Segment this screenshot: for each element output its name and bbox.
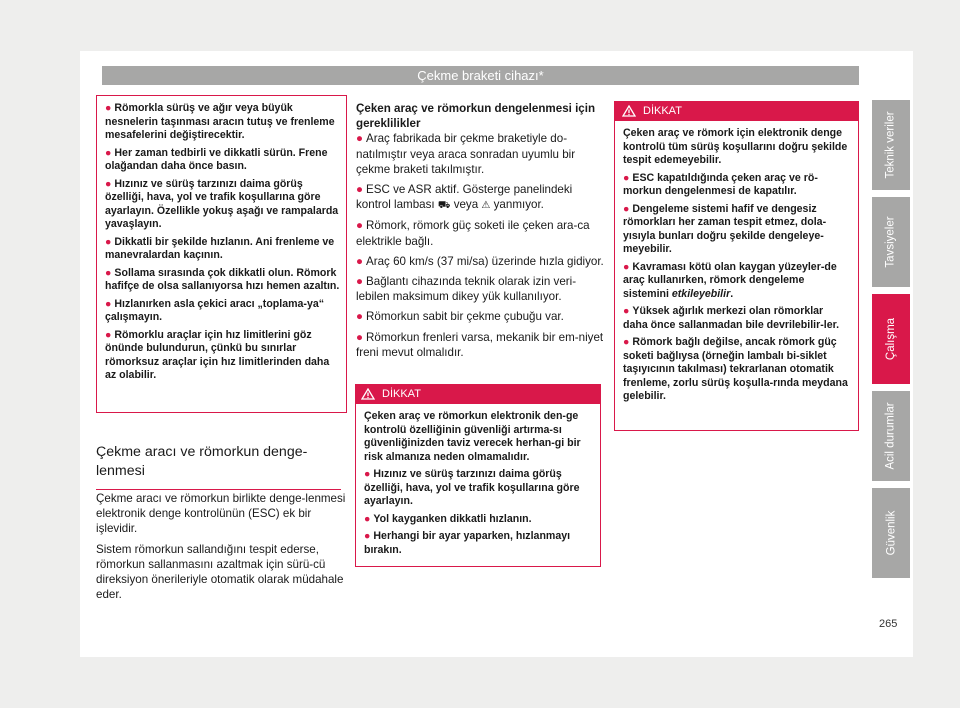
bullet-icon: ● xyxy=(356,330,364,344)
tab-guvenlik[interactable]: Güvenlik xyxy=(872,488,910,578)
tab-calisma[interactable]: Çalışma xyxy=(872,294,910,384)
list-item: ● Yüksek ağırlık merkezi olan römorklar daha önce sallanmadan bile devrilebilir-ler. xyxy=(623,305,840,331)
trailer-warning-lamp-icon: ⛟ xyxy=(437,200,451,212)
list-item: ● Araç fabrikada bir çekme braketiyle do-natılmıştır veya araca sonradan uyumlu bir çekme braketi takılmıştır. xyxy=(356,132,576,176)
list-item: ● Römorkun frenleri varsa, mekanik bir em-niyet freni mevut olmalıdır. xyxy=(356,330,604,359)
warning-header xyxy=(355,384,601,404)
bullet-icon: ● xyxy=(364,512,371,525)
list-item: ● Dikkatli bir şekilde hızlanın. Ani frenleme ve manevralardan kaçının. xyxy=(105,235,335,261)
bullet-icon: ● xyxy=(356,183,364,197)
list-item: ● Bağlantı cihazında teknik olarak izin veri-lebilen maksimum dikey yük kullanılıyor. xyxy=(356,275,577,304)
warning-header xyxy=(614,101,859,121)
warning-box-right xyxy=(614,101,859,431)
bullet-icon: ● xyxy=(356,132,364,146)
bullet-icon: ● xyxy=(623,260,630,273)
list-item: ● Römorklu araçlar için hız limitlerini göz önünde bulundurun, çünkü bu sınırlar römorksuz araçlar için hız limitlerinden daha az olabilir. xyxy=(105,328,330,381)
list-item: ● Römork bağlı değilse, ancak römork güç soketi bağlıysa (örneğin lambalı bi-siklet taşıyıcının takılması) tekrarlanan otomatik frenleme, zorlu sürüş koşulla-rında meydana gelebilir. xyxy=(623,336,848,402)
warning-intro: Çeken araç ve römork için elektronik denge kontrolü tüm sürüş koşullarını doğru şekilde tespit edemeyebilir. xyxy=(623,127,848,166)
warning-label: DİKKAT xyxy=(382,388,421,400)
warning-box-middle xyxy=(355,384,601,567)
list-item: ● Herhangi bir ayar yaparken, hızlanmayı bırakın. xyxy=(364,530,571,556)
warning-triangle-icon xyxy=(361,388,375,400)
tab-teknik-veriler[interactable]: Teknik veriler xyxy=(872,100,910,190)
requirements-heading: Çeken araç ve römorkun dengelenmesi için gereklilikler xyxy=(356,102,596,131)
page-header: Çekme braketi cihazı* xyxy=(102,66,859,85)
section-body xyxy=(96,491,348,607)
tab-tavsiyeler[interactable]: Tavsiyeler xyxy=(872,197,910,287)
bullet-icon: ● xyxy=(105,102,112,114)
tab-acil-durumlar[interactable]: Acil durumlar xyxy=(872,391,910,481)
paragraph: Çekme aracı ve römorkun birlikte denge-lenmesi elektronik denge kontrolünün (ESC) ek bir işlevidir. xyxy=(96,492,346,536)
list-item: ● Sollama sırasında çok dikkatli olun. Römork hafifçe de olsa sallanıyorsa hızı hemen azaltın. xyxy=(105,266,340,292)
bullet-icon: ● xyxy=(105,235,112,248)
list-item: ● Römorkun sabit bir çekme çubuğu var. xyxy=(356,310,564,324)
bullet-icon: ● xyxy=(623,202,630,215)
bullet-icon: ● xyxy=(623,305,630,317)
list-item: ● Römorkla sürüş ve ağır veya büyük nesnelerin taşınması aracın tutuş ve frenleme mesafelerini değiştirecektir. xyxy=(105,102,335,141)
list-item: ● ESC kapatıldığında çeken araç ve rö-morkun dengelenmesi de kapatılır. xyxy=(623,171,818,197)
list-item: ● Dengeleme sistemi hafif ve dengesiz römorkları her zaman tespit etmez, dola-yısıyla bunları doğru şekilde dengeleye-meyebilir. xyxy=(623,202,827,255)
list-item: ● Kavraması kötü olan kaygan yüzeyler-de araç kullanırken, römork dengeleme sistemini etkileyebilir. xyxy=(623,260,837,300)
esc-warning-lamp-icon: ⚠ xyxy=(481,200,491,212)
bullet-icon: ● xyxy=(364,530,371,542)
bullet-icon: ● xyxy=(105,328,112,341)
bullet-icon: ● xyxy=(105,146,112,159)
warning-intro: Çeken araç ve römorkun elektronik den-ge kontrolü özelliğinin güvenliği artırma-sı güvenliğinizden taviz verecek herhan-gi bir risk almanıza neden olmamalıdır. xyxy=(364,410,581,463)
bullet-icon: ● xyxy=(105,177,112,190)
bullet-icon: ● xyxy=(356,275,364,289)
bullet-icon: ● xyxy=(105,266,112,279)
bullet-icon: ● xyxy=(364,468,371,480)
bullet-icon: ● xyxy=(623,336,630,348)
warning-box-left xyxy=(96,95,347,413)
paragraph: Sistem römorkun sallandığını tespit ederse, römorkun sallanmasını azaltmak için sürü-cü direksiyon önerileriyle otomatik olarak müdahale eder. xyxy=(96,542,344,602)
list-item: ● Her zaman tedbirli ve dikkatli sürün. Frene olağandan daha önce basın. xyxy=(105,146,328,172)
list-item: ● Yol kayganken dikkatli hızlanın. xyxy=(364,512,532,525)
warning-triangle-icon xyxy=(622,105,636,117)
bullet-icon: ● xyxy=(105,297,112,310)
bullet-icon: ● xyxy=(356,254,364,268)
page-number: 265 xyxy=(879,618,898,630)
warning-label: DİKKAT xyxy=(643,105,682,117)
list-item: ● Araç 60 km/s (37 mi/sa) üzerinde hızla gidiyor. xyxy=(356,254,604,268)
list-item: ● Römork, römork güç soketi ile çeken ara-ca elektrikle bağlı. xyxy=(356,219,590,248)
bullet-icon: ● xyxy=(623,171,630,184)
section-title: Çekme aracı ve römorkun denge-lenmesi xyxy=(96,443,341,490)
list-item: ● Hızınız ve sürüş tarzınızı daima görüş özelliği, hava, yol ve trafik koşullarına göre ayarlayın. xyxy=(364,468,580,507)
bullet-icon: ● xyxy=(356,219,364,233)
list-item: ● Hızlanırken asla çekici aracı „toplama-ya“ çalışmayın. xyxy=(105,297,325,323)
list-item: ● ESC ve ASR aktif. Gösterge panelindeki kontrol lambası ⛟ veya ⚠ yanmıyor. xyxy=(356,183,573,212)
list-item: ● Hızınız ve sürüş tarzınızı daima görüş özelliği, hava, yol ve trafik koşullarına göre ayarlayın. Özellikle yokuş aşağı ve rampalarda yavaşlayın. xyxy=(105,177,339,230)
bullet-icon: ● xyxy=(356,310,364,324)
requirements-section xyxy=(356,101,604,365)
